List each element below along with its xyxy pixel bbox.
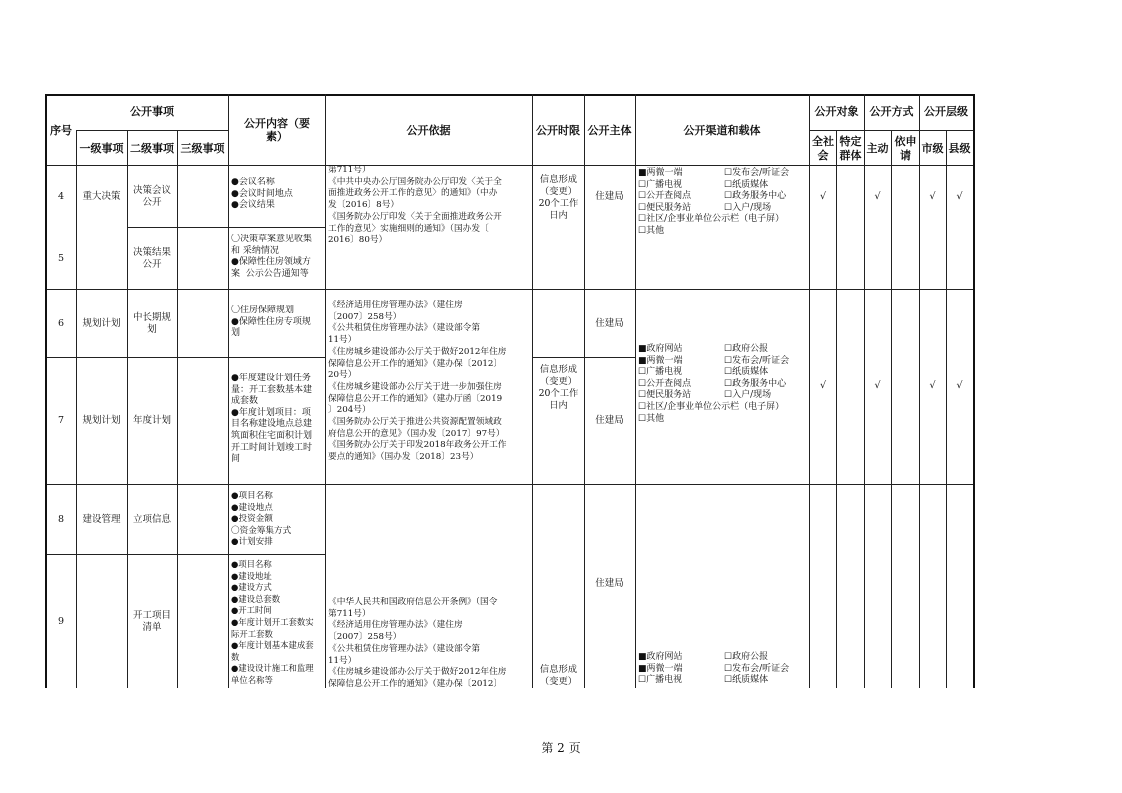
row-level1: 建设管理 [82, 513, 121, 525]
check-level-county: √ [956, 191, 963, 202]
row-content: 〇决策草案意见收集 和 采纳情况 ●保障性住房领域方 案 公示公告通知等 [231, 234, 313, 279]
channel-row [638, 214, 808, 226]
channel-row [638, 356, 808, 368]
row-content: ●年度建设计划任务 量：开工套数基本建 成套数 ●年度计划项目：项 目名称建设地点总建 筑面积住宅面积计划 开工时间计划竣工时 间 [231, 373, 313, 465]
channel-option: ☐纸质媒体 [724, 367, 769, 378]
channel-option: ☐发布会/听证会 [724, 168, 790, 178]
check-level-city: √ [929, 380, 936, 391]
channel-option: ☐政府公报 [724, 344, 769, 354]
channel-row [638, 414, 808, 426]
row-level2: 中长期规划 [132, 311, 171, 335]
check-level-county: √ [956, 380, 963, 391]
header-level: 公开层级 [924, 105, 968, 118]
channel-option: ■两微一端 [638, 355, 683, 366]
channel-row [638, 203, 808, 215]
header-target-all: 全社会 [812, 135, 834, 162]
row-content: ●项目名称 ●建设地点 ●投资金额 〇资金筹集方式 ●计划安排 [231, 491, 292, 548]
channel-row [638, 675, 808, 687]
channel-row [638, 226, 808, 238]
row-level2: 开工项目清单 [132, 609, 171, 633]
header-level1: 一级事项 [79, 142, 124, 155]
grid-line [76, 130, 228, 131]
check-level-city: √ [929, 191, 936, 202]
channel-list-2 [638, 344, 808, 425]
channel-option: ☐政府公报 [724, 652, 769, 662]
row-level1: 重大决策 [82, 190, 121, 202]
page-number: 第 2 页 [541, 741, 581, 755]
channel-list-3 [638, 652, 808, 687]
header-channel: 公开渠道和载体 [683, 124, 761, 137]
channel-option: ☐纸质媒体 [724, 675, 769, 686]
subject-2: 住建局 [595, 318, 624, 329]
header-method-active: 主动 [866, 142, 889, 155]
channel-option: ☐政务服务中心 [724, 191, 787, 202]
header-level-county: 县级 [948, 142, 971, 155]
channel-option: ☐发布会/听证会 [724, 663, 790, 674]
header-public-items: 公开事项 [130, 105, 174, 118]
channel-option: ☐纸质媒体 [724, 179, 769, 190]
row-seq: 7 [57, 415, 65, 426]
header-level3: 三级事项 [180, 142, 225, 155]
channel-option: ☐便民服务站 [638, 202, 692, 213]
row-content: ●会议名称 ●会议时间地点 ●会议结果 [231, 177, 293, 211]
grid-line [891, 130, 892, 688]
grid-line [127, 130, 128, 688]
channel-option: ☐公开查阅点 [638, 378, 692, 389]
row-level2: 决策结果公开 [132, 246, 171, 270]
grid-line [836, 130, 837, 688]
channel-option: ☐广播电视 [638, 179, 683, 190]
channel-option: ■政府网站 [638, 652, 683, 662]
header-target: 公开对象 [814, 105, 859, 118]
row-content: 〇住房保障规划 ●保障性住房专项规 划 [231, 305, 311, 339]
channel-row [638, 344, 808, 356]
header-seq: 序号 [50, 124, 72, 137]
time-limit-3: 信息形成 （变更） [539, 664, 578, 687]
channel-row [638, 191, 808, 203]
row-level1: 规划计划 [82, 415, 121, 426]
table-right-border [973, 94, 975, 688]
grid-line [45, 554, 325, 555]
header-basis: 公开依据 [406, 124, 451, 137]
row-seq: 8 [57, 513, 65, 525]
grid-line [228, 94, 229, 688]
check-method-active: √ [874, 191, 881, 202]
channel-option: ☐政务服务中心 [724, 378, 787, 389]
channel-option: ☐社区/企事业单位公示栏（电子屏） [638, 214, 785, 225]
channel-option: ☐社区/企事业单位公示栏（电子屏） [638, 401, 785, 412]
channel-list-1 [638, 168, 808, 238]
subject-1: 住建局 [595, 191, 624, 202]
channel-row [638, 180, 808, 192]
row-seq: 6 [57, 317, 65, 329]
channel-option: ☐发布会/听证会 [724, 355, 790, 366]
channel-option: ☐公开查阅点 [638, 191, 692, 202]
subject-4: 住建局 [595, 578, 624, 589]
channel-row [638, 379, 808, 391]
subject-3: 住建局 [595, 415, 624, 426]
channel-row [638, 390, 808, 402]
grid-line [946, 130, 947, 688]
grid-line [325, 94, 326, 688]
channel-option: ☐入户/现场 [724, 202, 772, 213]
channel-option: ■两微一端 [638, 168, 683, 178]
channel-row [638, 402, 808, 414]
header-subject: 公开主体 [587, 124, 632, 137]
header-time-limit: 公开时限 [536, 124, 580, 137]
basis-group-3: 《中华人民共和国政府信息公开条例》（国令 第711号） 《经济适用住房管理办法》（建住房 〔2007〕258号） 《公共租赁住房管理办法》（建设部令第 11号） 《住房城乡建设部办公厅关于做好2012年住房 保障信息公开工作的通知》（建办保〔2012〕 [328, 597, 507, 687]
channel-row [638, 367, 808, 379]
time-limit-1: 信息形成 （变更） 20个工作 日内 [538, 174, 579, 221]
channel-option: ☐便民服务站 [638, 390, 692, 401]
row-content: ●项目名称 ●建设地址 ●建设方式 ●建设总套数 ●开工时间 ●年度计划开工套数实 际开工套数 ●年度计划基本建成套 数 ●建设设计施工和监理 单位名称等 [231, 559, 314, 685]
grid-line [635, 94, 636, 688]
header-content: 公开内容（要素） [244, 117, 310, 143]
grid-line [177, 130, 178, 688]
time-limit-2: 信息形成 （变更） 20个工作 日内 [538, 364, 579, 411]
basis-group-2: 《经济适用住房管理办法》（建住房 〔2007〕258号） 《公共租赁住房管理办法》（建设部令第 11号） 《住房城乡建设部办公厅关于做好2012年住房 保障信息公开工作的通知》（建办保〔2012〕 20号） 《住房城乡建设部办公厅关于进一步加强住房 保障信息公开工作的通知》（建办厅函〔2019 〕204号） 《国务院办公厅关于推进公共资源配置领域政 府信息公开的意见》（国办发〔2017〕97号） 《国务院办公厅关于印发2018年政务公开工作 要点的通知》（国办发〔2018〕23号） [328, 300, 507, 463]
row-seq: 4 [57, 190, 65, 202]
row-level2: 年度计划 [132, 415, 171, 426]
header-method-apply: 依申请 [894, 135, 917, 162]
basis-group-1: 第711号） 《中共中央办公厅国务院办公厅印发〈关于全 面推进政务公开工作的意见〉的通知》（中办 发〔2016〕8号） 《国务院办公厅印发〈关于全面推进政务公开 工作的意见〉实施细则的通知》（国办发〔 2016〕80号） [328, 165, 502, 246]
row-level2: 决策会议公开 [132, 184, 171, 208]
channel-option: ☐广播电视 [638, 675, 683, 686]
header-level-city: 市级 [921, 142, 944, 155]
channel-option: ☐其他 [638, 225, 665, 236]
check-target-all: √ [819, 380, 827, 391]
table-top-border [45, 94, 975, 96]
check-method-active: √ [874, 380, 881, 391]
channel-option: ☐广播电视 [638, 367, 683, 378]
header-target-specific: 特定群体 [839, 135, 862, 162]
row-level2: 立项信息 [132, 513, 171, 525]
grid-line [584, 94, 585, 688]
channel-option: ■两微一端 [638, 663, 683, 674]
row-seq: 5 [57, 252, 65, 264]
channel-option: ☐入户/现场 [724, 390, 772, 401]
channel-row [638, 652, 808, 664]
row-level1: 规划计划 [82, 317, 121, 329]
channel-row [638, 664, 808, 676]
header-method: 公开方式 [869, 105, 914, 118]
check-target-all: √ [819, 191, 827, 202]
header-level2: 二级事项 [130, 142, 174, 155]
grid-line [809, 130, 975, 131]
channel-option: ☐其他 [638, 413, 665, 424]
channel-row [638, 168, 808, 180]
channel-option: ■政府网站 [638, 344, 683, 354]
row-seq: 9 [57, 615, 65, 627]
